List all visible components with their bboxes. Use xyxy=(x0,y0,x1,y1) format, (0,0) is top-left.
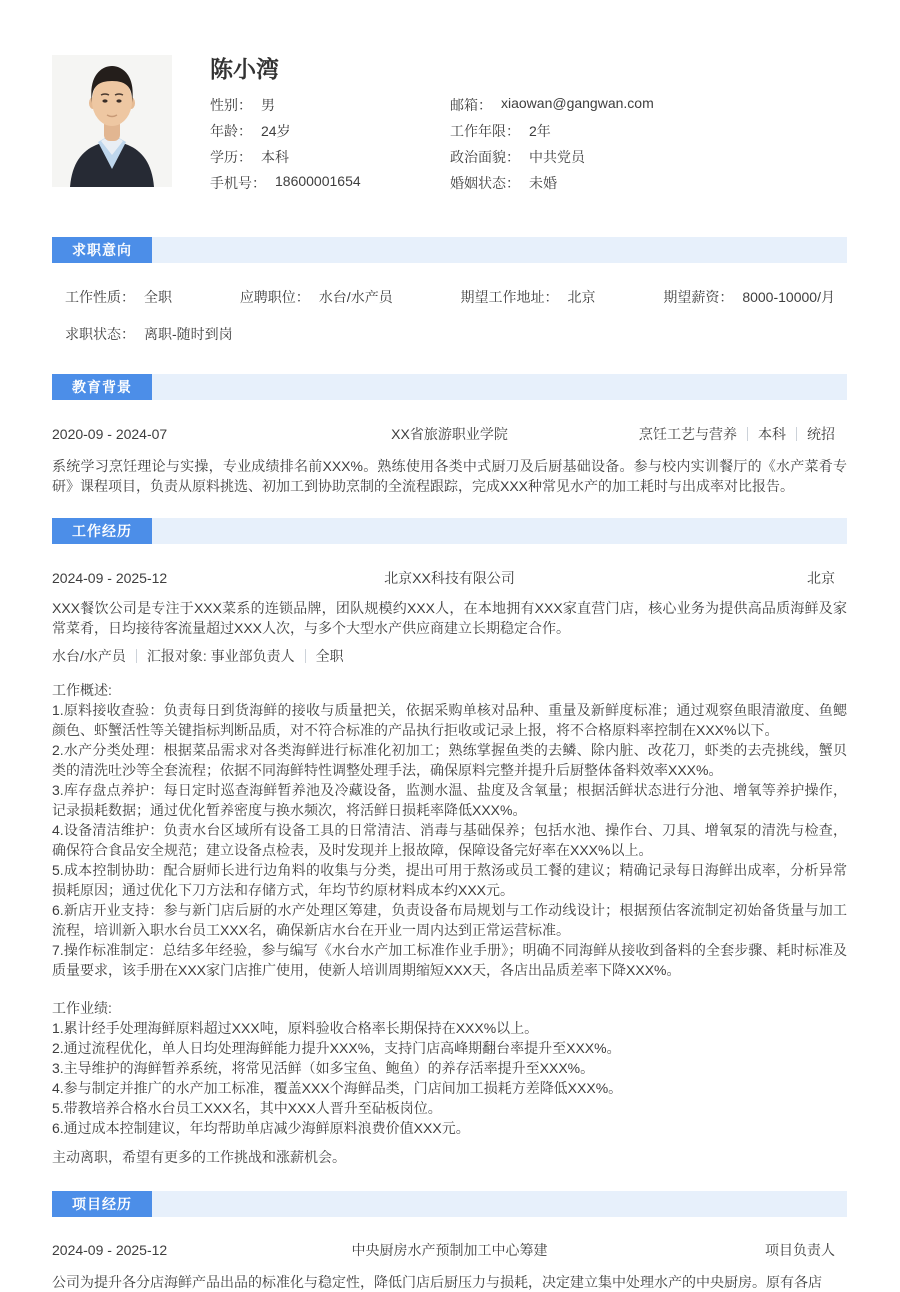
duty-item: 3.库存盘点养护：每日定时巡查海鲜暂养池及冷藏设备，监测水温、盐度及含氧量；根据活鲜状态进行分池、增氧等养护操作，记录损耗数据；通过优化暂养密度与换水频次，将活鲜日损耗率降低XXX%。 xyxy=(52,782,847,818)
overview-label: 工作概述: xyxy=(52,682,112,698)
admission-type: 统招 xyxy=(807,426,835,442)
project-role: 项目负责人 xyxy=(765,1242,835,1258)
leave-reason: 主动离职，希望有更多的工作挑战和涨薪机会。 xyxy=(52,1149,346,1165)
job-status-row xyxy=(52,324,847,344)
field-value: 男 xyxy=(261,97,275,113)
duty-item: 4.设备清洁维护：负责水台区域所有设备工具的日常清洁、消毒与基础保养；包括水池、操作台、刀具、增氧泵的清洗与检查，确保符合食品安全规范；建立设备点检表，及时发现并上报故障，保障设备完好率在XXX%以上。 xyxy=(52,822,847,858)
work-meta-row xyxy=(52,568,847,588)
profile-info xyxy=(210,55,847,196)
field-value: 全职 xyxy=(144,289,172,305)
major: 烹饪工艺与营养 xyxy=(639,426,737,442)
job-intent-row xyxy=(52,287,847,307)
divider xyxy=(136,649,137,663)
candidate-name: 陈小湾 xyxy=(210,56,279,82)
work-achievements xyxy=(52,998,847,1138)
field-value: 水台/水产员 xyxy=(318,289,393,305)
field-value: 离职-随时到岗 xyxy=(144,326,233,342)
profile-row xyxy=(210,170,847,196)
email-value: xiaowan@gangwan.com xyxy=(501,95,654,111)
school-name: XX省旅游职业学院 xyxy=(391,426,508,442)
achievement-item: 1.累计经手处理海鲜原料超过XXX吨，原料验收合格率长期保持在XXX%以上。 xyxy=(52,1020,539,1036)
achievement-item: 4.参与制定并推广的水产加工标准，覆盖XXX个海鲜品类，门店间加工损耗方差降低XXX%。 xyxy=(52,1080,623,1096)
section-title-project: 项目经历 xyxy=(52,1191,152,1217)
profile-row xyxy=(210,144,847,170)
project-name: 中央厨房水产预制加工中心筹建 xyxy=(351,1242,548,1258)
duty-item: 6.新店开业支持：参与新门店后厨的水产处理区筹建，负责设备布局规划与工作动线设计；根据预估客流制定初始备货量与加工流程，培训新入职水台员工XXX名，确保新店水台在开业一周内达到正常运营标准。 xyxy=(52,902,847,938)
position-title: 水台/水产员 xyxy=(52,648,126,664)
duty-item: 7.操作标准制定：总结多年经验，参与编写《水台水产加工标准作业手册》；明确不同海鲜从接收到备料的全套步骤、耗时标准及质量要求，该手册在XXX家门店推广使用，使新人培训周期缩短XXX天，各店出品质差率下降XXX%。 xyxy=(52,942,847,978)
field-label: 政治面貌： xyxy=(450,149,520,165)
divider xyxy=(305,649,306,663)
education-description: 系统学习烹饪理论与实操，专业成绩排名前XXX%。熟练使用各类中式厨刀及后厨基础设备。参与校内实训餐厅的《水产菜肴专研》课程项目，负责从原料挑选、初加工到协助烹制的全流程跟踪，完成XXX种常见水产的加工耗时与出成率对比报告。 xyxy=(52,458,847,494)
section-banner-job-intent xyxy=(52,237,847,263)
field-label: 学历： xyxy=(210,149,252,165)
field-label: 性别： xyxy=(210,97,252,113)
duty-item: 1.原料接收查验：负责每日到货海鲜的接收与质量把关，依据采购单核对品种、重量及新鲜度标准；通过观察鱼眼清澈度、鱼鳃颜色、虾蟹活性等关键指标判断品质，对不符合标准的产品执行拒收或记录上报，将不合格原料率控制在XXX%以下。 xyxy=(52,702,847,738)
field-label: 工作年限： xyxy=(450,123,520,139)
divider xyxy=(747,427,748,441)
field-label: 手机号： xyxy=(210,175,266,191)
field-label: 邮箱： xyxy=(450,97,492,113)
report-to: 汇报对象: 事业部负责人 xyxy=(146,648,295,664)
field-label: 期望薪资： xyxy=(663,289,734,305)
phone-value: 18600001654 xyxy=(275,173,361,189)
field-value: 未婚 xyxy=(529,175,557,191)
project-description: 公司为提升各分店海鲜产品出品的标准化与稳定性，降低门店后厨压力与损耗，决定建立集中处理水产的中央厨房。原有各店 xyxy=(52,1274,822,1290)
field-value: 24岁 xyxy=(261,123,291,139)
field-value: 北京 xyxy=(567,289,596,305)
education-period: 2020-09 - 2024-07 xyxy=(52,426,168,442)
achievement-item: 6.通过成本控制建议，年均帮助单店减少海鲜原料浪费价值XXX元。 xyxy=(52,1120,470,1136)
position-row xyxy=(52,646,847,666)
field-label: 年龄： xyxy=(210,123,252,139)
work-overview xyxy=(52,680,847,980)
field-label: 求职状态： xyxy=(65,326,135,342)
project-meta-row xyxy=(52,1240,847,1260)
duty-item: 5.成本控制协助：配合厨师长进行边角料的收集与分类，提出可用于熬汤或员工餐的建议；精确记录每日海鲜出成率，分析异常损耗原因；通过优化下刀方法和存储方式，年均节约原材料成本约XXX元。 xyxy=(52,862,847,898)
degree: 本科 xyxy=(758,426,786,442)
profile-row xyxy=(210,92,847,118)
divider xyxy=(796,427,797,441)
field-label: 婚姻状态： xyxy=(450,175,520,191)
field-value: 中共党员 xyxy=(529,149,585,165)
section-banner-education xyxy=(52,374,847,400)
work-period: 2024-09 - 2025-12 xyxy=(52,570,168,586)
field-label: 工作性质： xyxy=(65,289,135,305)
section-title-education: 教育背景 xyxy=(52,374,152,400)
field-label: 期望工作地址： xyxy=(460,289,559,305)
field-label: 应聘职位： xyxy=(239,289,310,305)
field-value: 8000-10000/月 xyxy=(742,289,835,305)
section-banner-project xyxy=(52,1191,847,1217)
achievements-label: 工作业绩: xyxy=(52,1000,112,1016)
field-value: 2年 xyxy=(529,123,551,139)
section-title-job-intent: 求职意向 xyxy=(52,237,152,263)
job-type: 全职 xyxy=(315,648,344,664)
company-intro: XXX餐饮公司是专注于XXX菜系的连锁品牌，团队规模约XXX人，在本地拥有XXX家直营门店，核心业务为提供高品质海鲜及家常菜肴，日均接待客流量超过XXX人次，与多个大型水产供应商建立长期稳定合作。 xyxy=(52,600,847,636)
project-period: 2024-09 - 2025-12 xyxy=(52,1242,168,1258)
profile-photo xyxy=(52,55,172,187)
profile-row xyxy=(210,118,847,144)
work-location: 北京 xyxy=(807,570,835,586)
achievement-item: 3.主导维护的海鲜暂养系统，将常见活鲜（如多宝鱼、鲍鱼）的养存活率提升至XXX%。 xyxy=(52,1060,595,1076)
education-meta-row xyxy=(52,424,847,444)
achievement-item: 2.通过流程优化，单人日均处理海鲜能力提升XXX%，支持门店高峰期翻台率提升至XXX%。 xyxy=(52,1040,621,1056)
duty-item: 2.水产分类处理：根据菜品需求对各类海鲜进行标准化初加工；熟练掌握鱼类的去鳞、除内脏、改花刀，虾类的去壳挑线，蟹贝类的清洗吐沙等全套流程；依据不同海鲜特性调整处理手法，确保原料完整并提升后厨整体备料效率XXX%。 xyxy=(52,742,847,778)
company-name: 北京XX科技有限公司 xyxy=(384,570,515,586)
field-value: 本科 xyxy=(261,149,289,165)
profile-header xyxy=(52,55,847,196)
achievement-item: 5.带教培养合格水台员工XXX名，其中XXX人晋升至砧板岗位。 xyxy=(52,1100,442,1116)
section-title-work: 工作经历 xyxy=(52,518,152,544)
education-detail xyxy=(639,424,835,444)
section-banner-work xyxy=(52,518,847,544)
